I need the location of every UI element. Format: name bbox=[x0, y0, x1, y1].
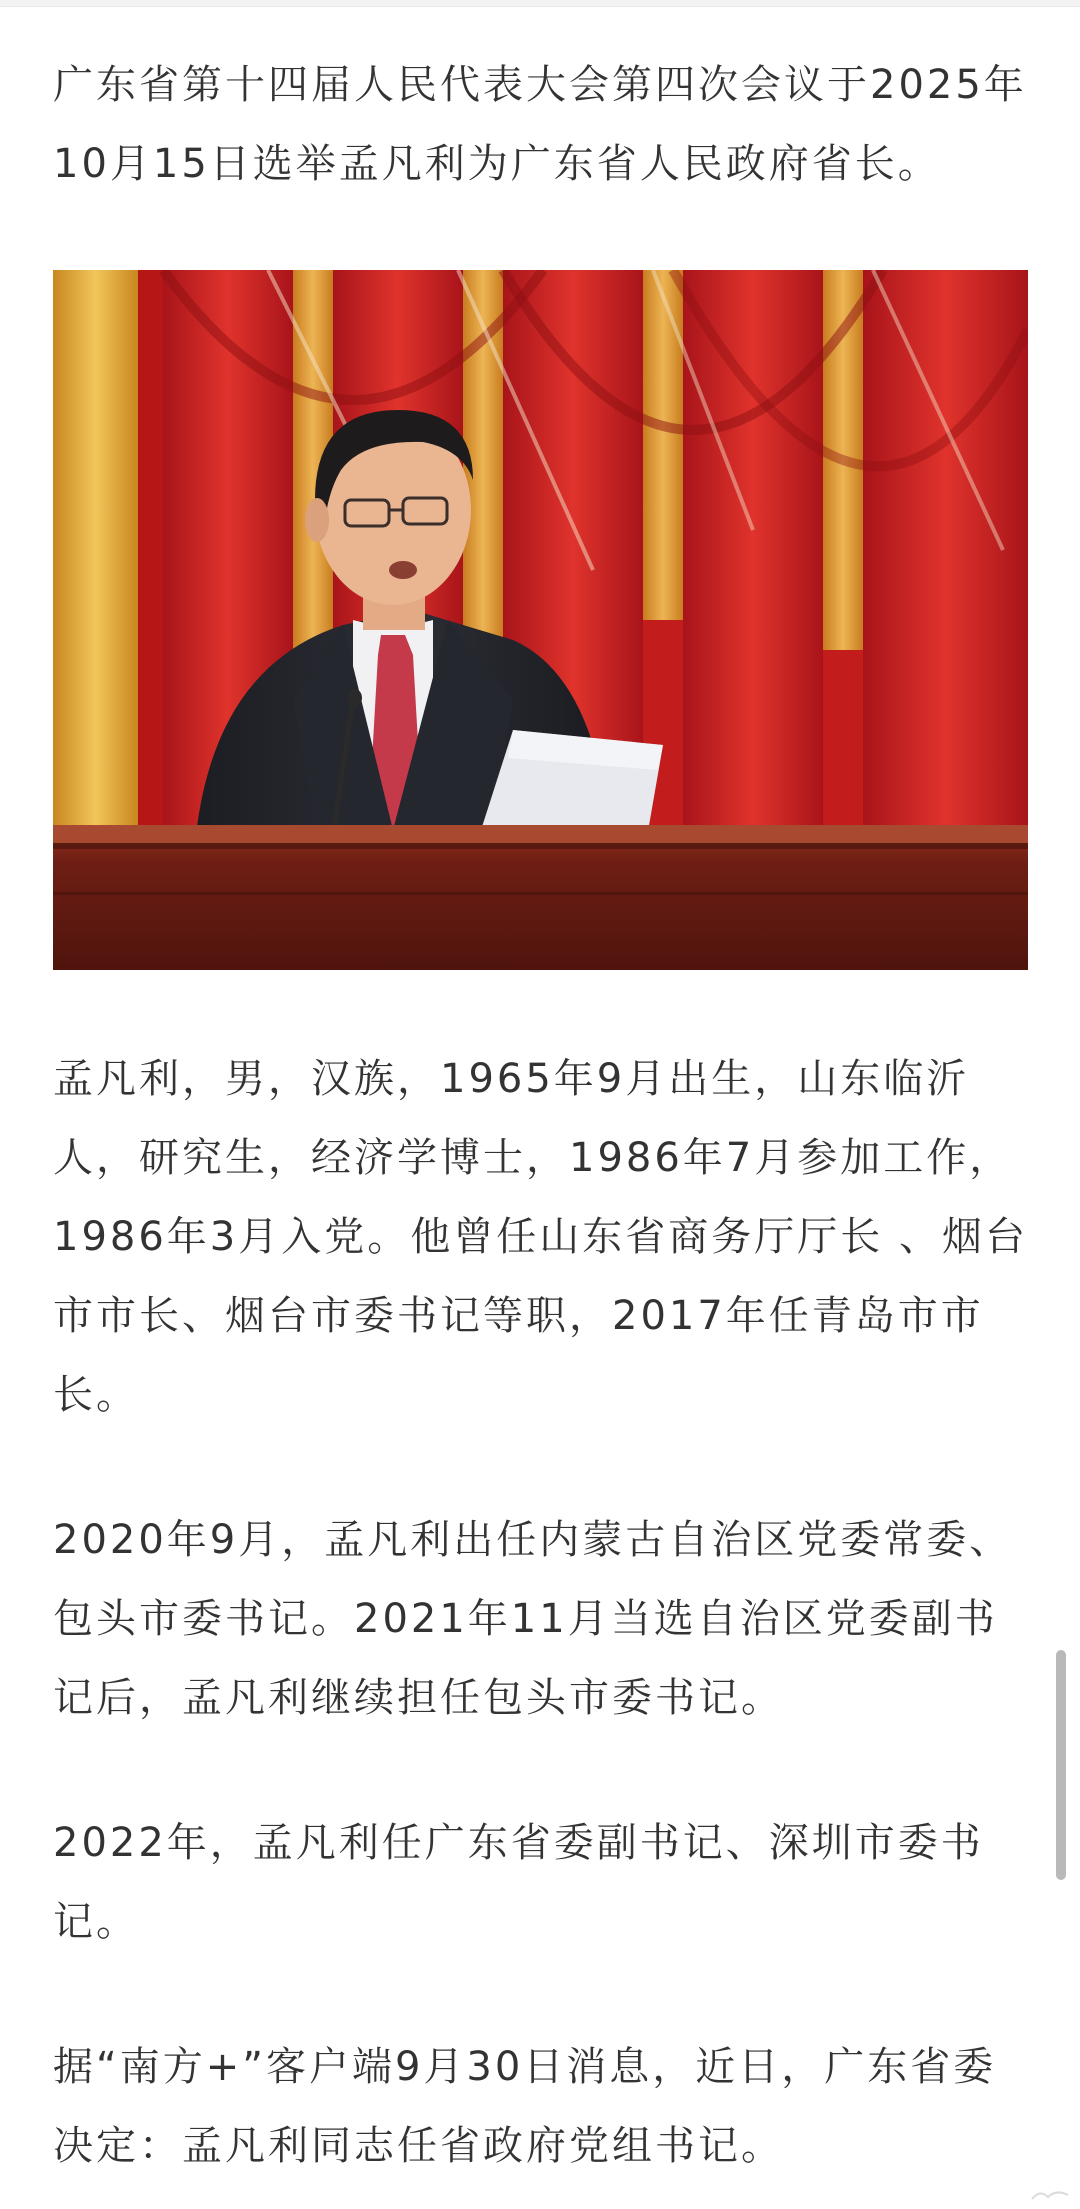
article-photo bbox=[53, 270, 1028, 970]
speaker-photo-illustration bbox=[53, 270, 1028, 970]
intro-paragraph: 广东省第十四届人民代表大会第四次会议于2025年10月15日选举孟凡利为广东省人民政府省长。 bbox=[53, 62, 1027, 187]
article-body bbox=[53, 46, 1028, 2186]
top-divider bbox=[0, 0, 1080, 7]
paragraph-2022: 2022年，孟凡利任广东省委副书记、深圳市委书记。 bbox=[53, 1820, 984, 1945]
scrollbar-thumb[interactable] bbox=[1056, 1650, 1066, 1880]
paragraph-2020: 2020年9月，孟凡利出任内蒙古自治区党委常委、包头市委书记。2021年11月当选自治区党委副书记后，孟凡利继续担任包头市委书记。 bbox=[53, 1517, 1013, 1721]
bio-paragraph: 孟凡利，男，汉族，1965年9月出生，山东临沂人，研究生，经济学博士，1986年7月参加工作，1986年3月入党。他曾任山东省商务厅厅长 、烟台市市长、烟台市委书记等职，2017年任青岛市市长。 bbox=[53, 1056, 1028, 1418]
watermark-icon bbox=[1030, 2187, 1070, 2203]
paragraph-nanfang: 据“南方+”客户端9月30日消息，近日，广东省委决定：孟凡利同志任省政府党组书记。 bbox=[53, 2044, 997, 2169]
